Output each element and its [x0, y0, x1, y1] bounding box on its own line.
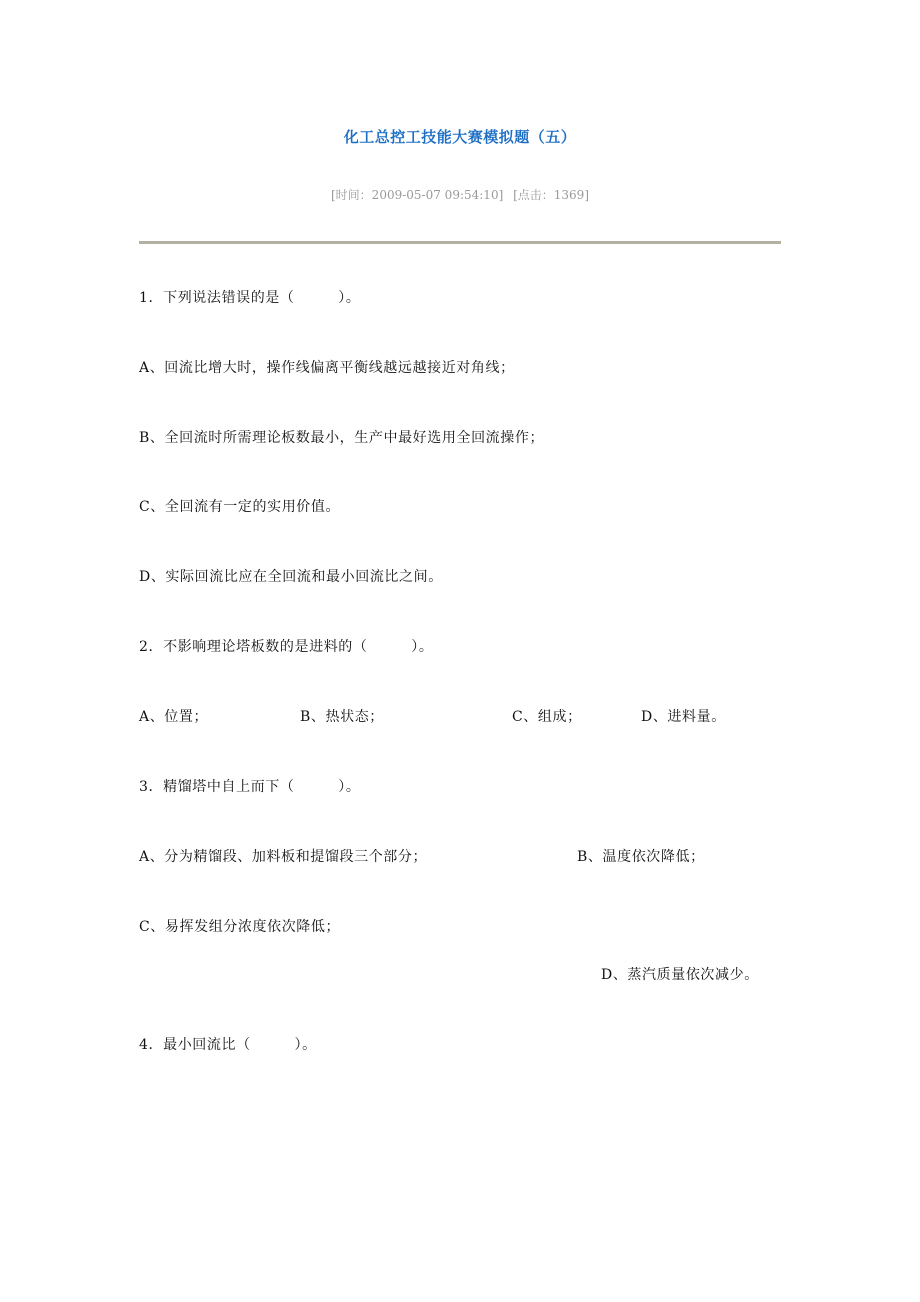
question-3-option-b: B、温度依次降低；	[577, 849, 705, 865]
page-title: 化工总控工技能大赛模拟题（五）	[343, 128, 577, 146]
question-4-stem: 4．最小回流比（ ）。	[139, 1037, 317, 1053]
question-1-option-b: B、全回流时所需理论板数最小，生产中最好选用全回流操作；	[139, 430, 545, 446]
question-2-stem: 2．不影响理论塔板数的是进料的（ ）。	[139, 639, 434, 655]
question-2-option-a: A、位置；	[139, 709, 209, 725]
click-count: [点击：1369]	[513, 188, 589, 202]
question-1-option-a: A、回流比增大时，操作线偏离平衡线越远越接近对角线；	[139, 360, 515, 376]
question-2-option-b: B、热状态；	[300, 709, 384, 725]
article-meta	[0, 186, 920, 203]
question-2-option-d: D、进料量。	[641, 709, 726, 725]
publish-time: [时间：2009-05-07 09:54:10]	[331, 188, 504, 202]
question-2-option-c: C、组成；	[512, 709, 582, 725]
question-3-option-c: C、易挥发组分浓度依次降低；	[139, 919, 341, 935]
question-1-stem: 1．下列说法错误的是（ ）。	[139, 290, 361, 306]
divider	[139, 241, 781, 244]
question-1-option-c: C、全回流有一定的实用价值。	[139, 499, 341, 515]
question-1-option-d: D、实际回流比应在全回流和最小回流比之间。	[139, 569, 443, 585]
question-3-stem: 3．精馏塔中自上而下（ ）。	[139, 779, 361, 795]
question-3-option-d: D、蒸汽质量依次减少。	[601, 967, 759, 983]
question-3-option-a: A、分为精馏段、加料板和提馏段三个部分；	[139, 849, 428, 865]
